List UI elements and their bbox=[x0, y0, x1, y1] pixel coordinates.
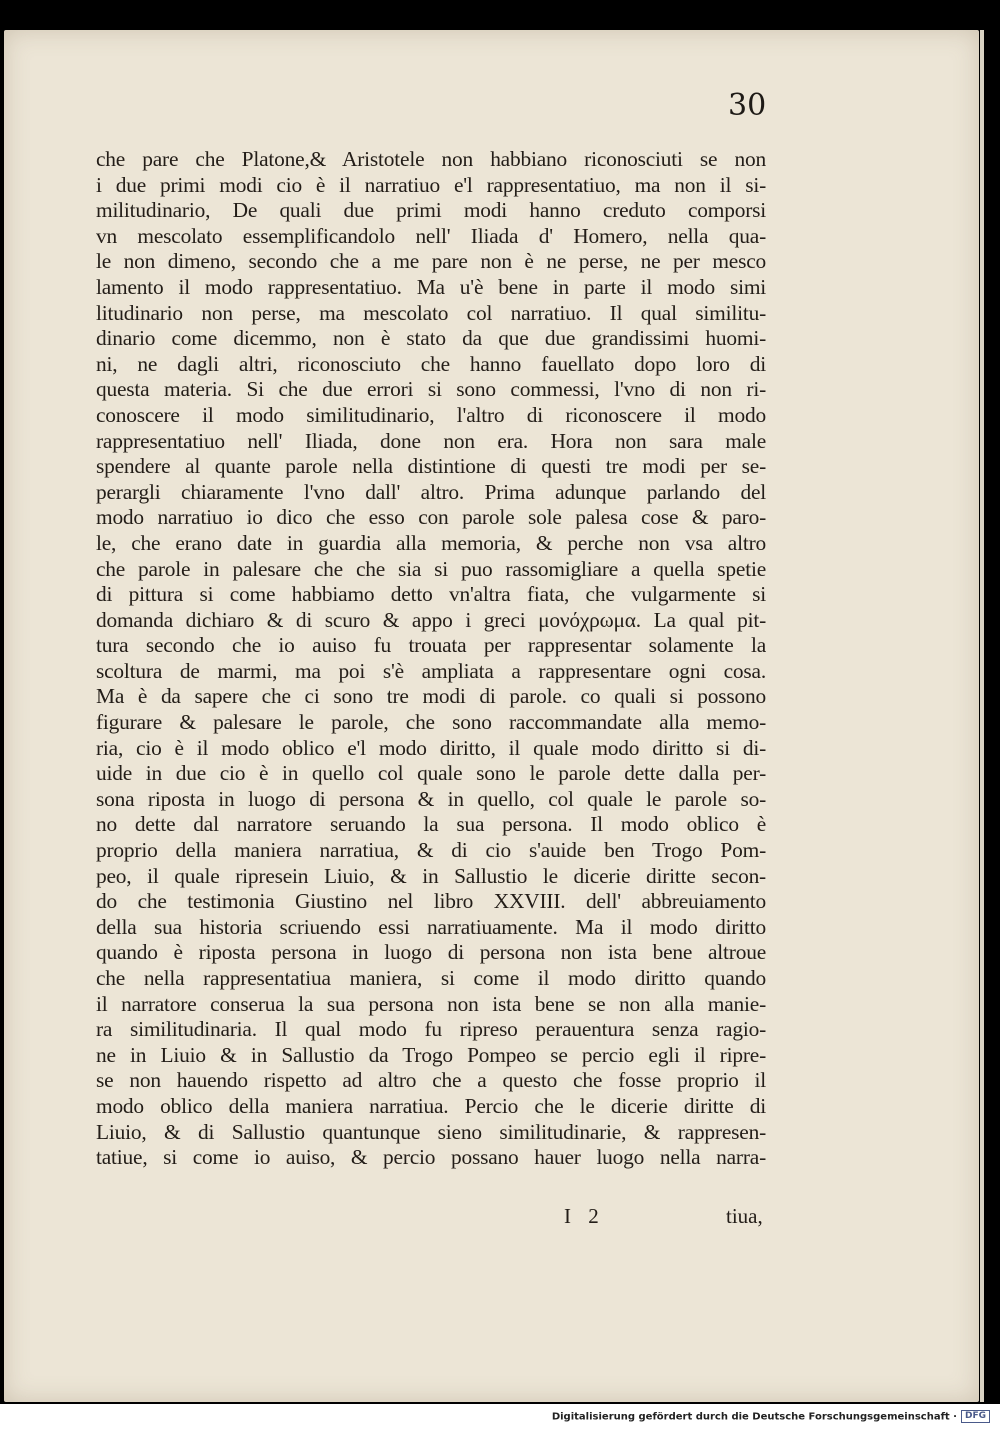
catchword: tiua, bbox=[726, 1204, 763, 1228]
text-line: ni, ne dagli altri, riconosciuto che hanno fauellato dopo loro di bbox=[96, 351, 766, 376]
text-line: proprio della maniera narratiua, & di cio s'auide ben Trogo Pom- bbox=[96, 838, 766, 863]
text-line: scoltura de marmi, ma poi s'è ampliata a rappresentare ogni cosa. bbox=[96, 658, 766, 683]
page-edge bbox=[980, 30, 984, 1402]
digitization-footer bbox=[0, 1404, 1000, 1429]
text-line: che pare che Platone,& Aristotele non habbiano riconosciuti se non bbox=[96, 147, 766, 171]
text-line: lamento il modo rappresentatiuo. Ma u'è bene in parte il modo simi bbox=[96, 274, 766, 299]
text-line: il narratore conserua la sua persona non ista bene se non alla manie- bbox=[96, 991, 766, 1016]
body-text bbox=[96, 147, 766, 1171]
text-line: domanda dichiaro & di scuro & appo i greci μονόχρωμα. La qual pit- bbox=[96, 607, 766, 632]
footer-credit-text: Digitalisierung gefördert durch die Deutsche Forschungsgemeinschaft · bbox=[551, 1411, 957, 1423]
text-line: do che testimonia Giustino nel libro XXVIII. dell' abbreuiamento bbox=[96, 889, 766, 914]
text-line: le non dimeno, secondo che a me pare non è ne perse, ne per mesco bbox=[96, 249, 766, 274]
signature-mark: I 2 bbox=[564, 1204, 605, 1228]
text-line: se non hauendo rispetto ad altro che a questo che fosse proprio il bbox=[96, 1068, 766, 1093]
text-line: figurare & palesare le parole, che sono raccommandate alla memo- bbox=[96, 710, 766, 735]
text-line: ria, cio è il modo oblico e'l modo diritto, il quale modo diritto si di- bbox=[96, 735, 766, 760]
text-line: quando è riposta persona in luogo di persona non ista bene altroue bbox=[96, 940, 766, 965]
text-line: ne in Liuio & in Sallustio da Trogo Pompeo se percio egli il ripre- bbox=[96, 1042, 766, 1067]
text-line: che nella rappresentatiua maniera, si come il modo diritto quando bbox=[96, 966, 766, 990]
text-line: dinario come dicemmo, non è stato da que due grandissimi huomi- bbox=[96, 326, 766, 351]
text-line: modo oblico della maniera narratiua. Percio che le dicerie diritte di bbox=[96, 1093, 766, 1118]
text-line: perargli chiaramente l'vno dall' altro. Prima adunque parlando del bbox=[96, 479, 766, 504]
text-line: tatiue, si come io auiso, & percio possano hauer luogo nella narra- bbox=[96, 1145, 766, 1170]
text-line: uide in due cio è in quello col quale sono le parole dette dalla per- bbox=[96, 761, 766, 786]
page-number: 30 bbox=[728, 88, 767, 123]
text-line: modo narratiuo io dico che esso con parole sole palesa cose & paro- bbox=[96, 505, 766, 530]
text-line: i due primi modi cio è il narratiuo e'l rappresentatiuo, ma non il si- bbox=[96, 172, 766, 197]
text-line: spendere al quante parole nella distintione di questi tre modi per se- bbox=[96, 454, 766, 479]
text-line: conoscere il modo similitudinario, l'altro di riconoscere il modo bbox=[96, 402, 766, 427]
text-line: Ma è da sapere che ci sono tre modi di parole. co quali si possono bbox=[96, 684, 766, 709]
text-line: le, che erano date in guardia alla memoria, & perche non vsa altro bbox=[96, 530, 766, 555]
text-line: che parole in palesare che che sia si puo rassomigliare a quella spetie bbox=[96, 556, 766, 581]
text-line: sona riposta in luogo di persona & in quello, col quale le parole so- bbox=[96, 786, 766, 811]
text-line: tura secondo che io auiso fu trouata per rappresentar solamente la bbox=[96, 633, 766, 658]
text-line: no dette dal narratore seruando la sua persona. Il modo oblico è bbox=[96, 812, 766, 837]
text-line: rappresentatiuo nell' Iliada, done non era. Hora non sara male bbox=[96, 428, 766, 453]
text-line: Liuio, & di Sallustio quantunque sieno similitudinarie, & rappresen- bbox=[96, 1119, 766, 1144]
text-line: questa materia. Si che due errori si sono commessi, l'vno di non ri- bbox=[96, 377, 766, 402]
text-line: di pittura si come habbiamo detto vn'altra fiata, che vulgarmente si bbox=[96, 582, 766, 607]
dfg-logo-icon: DFG bbox=[961, 1410, 990, 1423]
text-line: litudinario non perse, ma mescolato col narratiuo. Il qual similitu- bbox=[96, 300, 766, 325]
text-line: della sua historia scriuendo essi narratiuamente. Ma il modo diritto bbox=[96, 914, 766, 939]
text-line: vn mescolato essemplificandolo nell' Iliada d' Homero, nella qua- bbox=[96, 223, 766, 248]
text-line: militudinario, De quali due primi modi hanno creduto comporsi bbox=[96, 198, 766, 223]
text-line: peo, il quale ripresein Liuio, & in Sallustio le dicerie diritte secon- bbox=[96, 863, 766, 888]
footer-credit bbox=[552, 1410, 990, 1423]
text-line: ra similitudinaria. Il qual modo fu ripreso perauentura senza ragio- bbox=[96, 1017, 766, 1042]
